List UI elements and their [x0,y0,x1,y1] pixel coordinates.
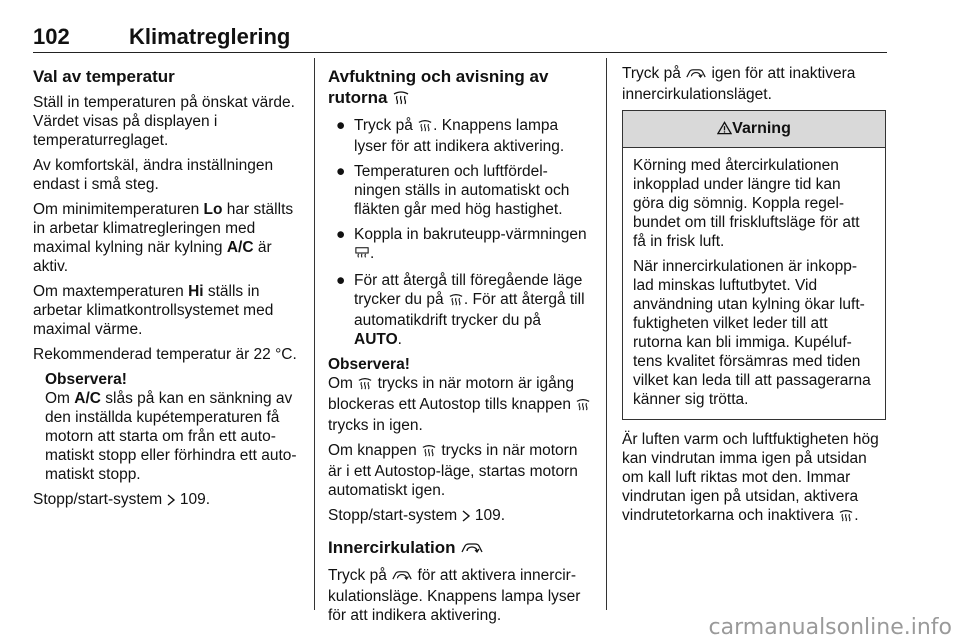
page-header [33,24,887,52]
note-block [328,355,592,500]
list-item: ● För att återgå till föregående läge trycker du på . För att återgå till automatikdrift trycker du på AUTO. [336,272,585,348]
warning-header: Varning [623,111,885,148]
section-heading-temperature: Val av temperatur [33,67,175,86]
paragraph: Tryck på igen för att inaktivera innercirkulationsläget. [622,65,856,103]
warning-triangle-icon [717,113,732,149]
warning-box [622,110,886,420]
defrost-steps [328,116,592,349]
paragraph: Ställ in temperaturen på önskat värde. Värdet visas på displayen i temperaturreglaget. [33,94,295,149]
paragraph: Tryck på för att aktivera innercir-kulationsläge. Knappens lampa lyser för att indikera aktivering. [328,567,581,624]
header-divider [33,52,887,53]
rear-window-defrost-icon [354,246,370,265]
page-number: 102 [33,24,70,49]
page-reference-arrow-icon [167,492,176,511]
section-heading-defrost: Avfuktning och avisning av rutorna [328,66,592,110]
paragraph: Rekommenderad temperatur är 22 °C. [33,346,297,363]
page-reference[interactable]: Stopp/start-system 109. [33,490,299,511]
windshield-defrost-icon [838,508,854,527]
chapter-title: Klimatreglering [129,24,291,49]
warning-text: När innercirkulationen är inkopp-lad minskas luftutbytet. Vid användning utan kylning ökar luft-fuktigheten vilket leder till att rutorna kan bli immiga. Kupéluf-tens kvalitet försämras med tiden vilket kan leda till att passagerarna känner sig trötta. [633,258,871,408]
page-reference[interactable]: Stopp/start-system 109. [328,506,592,527]
note-block [33,370,299,484]
windshield-defrost-icon [392,89,410,110]
air-recirculation-icon [460,539,484,560]
air-recirculation-icon [391,568,413,587]
list-item: ● Tryck på . Knappens lampa lyser för att indikera aktivering. [336,117,565,155]
warning-body [623,148,885,419]
warning-text: Körning med återcirkulationen inkopplad under längre tid kan göra dig sömnig. Koppla regel-bundet om till friskluftsläge för att få in frisk luft. [633,157,860,250]
windshield-defrost-icon [417,118,433,137]
column-divider-1 [314,58,315,610]
list-item: ● Koppla in bakruteupp-värmningen . [328,225,592,265]
paragraph: Är luften varm och luftfuktigheten hög kan vindrutan imma igen på utsidan om kall luft riktas mot den. Immar vindrutan igen på utsidan, aktivera vindrutetorkarna och inaktivera . [622,430,886,527]
page-reference-arrow-icon [462,508,471,527]
column-defrost [328,64,592,631]
note-title: Observera! [328,356,410,373]
windshield-defrost-icon [421,443,437,462]
note-text: Om knappen trycks in när motorn är i ett Autostop-läge, startas motorn automatiskt igen. [328,442,578,499]
air-recirculation-icon [685,66,707,85]
paragraph: Om maxtemperaturen Hi ställs in arbetar klimatkontrollsystemet med maximal värme. [33,283,274,338]
windshield-defrost-icon [357,376,373,395]
windshield-defrost-icon [448,292,464,311]
column-temperature [33,64,299,517]
windshield-defrost-icon [575,397,591,416]
note-text: Om trycks in när motorn är igång blockeras ett Autostop tills knappen trycks in igen. [328,374,592,435]
section-heading-recirculation: Innercirkulation [328,537,592,560]
column-recirculation [622,64,886,533]
paragraph: Om minimitemperaturen Lo har ställts in arbetar klimatregleringen med maximal kylning när kylning A/C är aktiv. [33,201,294,275]
note-title: Observera! [45,371,127,388]
watermark: carmanualsonline.info [708,615,952,640]
column-divider-2 [606,58,607,610]
list-item: ● Temperaturen och luftfördel-ningen ställs in automatiskt och fläkten går med hög hastighet. [336,163,570,218]
note-text: Om A/C slås på kan en sänkning av den inställda kupétemperaturen få motorn att starta om från ett auto-matiskt stopp eller förhindra ett auto-matiskt stopp. [45,390,297,483]
paragraph: Av komfortskäl, ändra inställningen endast i små steg. [33,157,274,193]
